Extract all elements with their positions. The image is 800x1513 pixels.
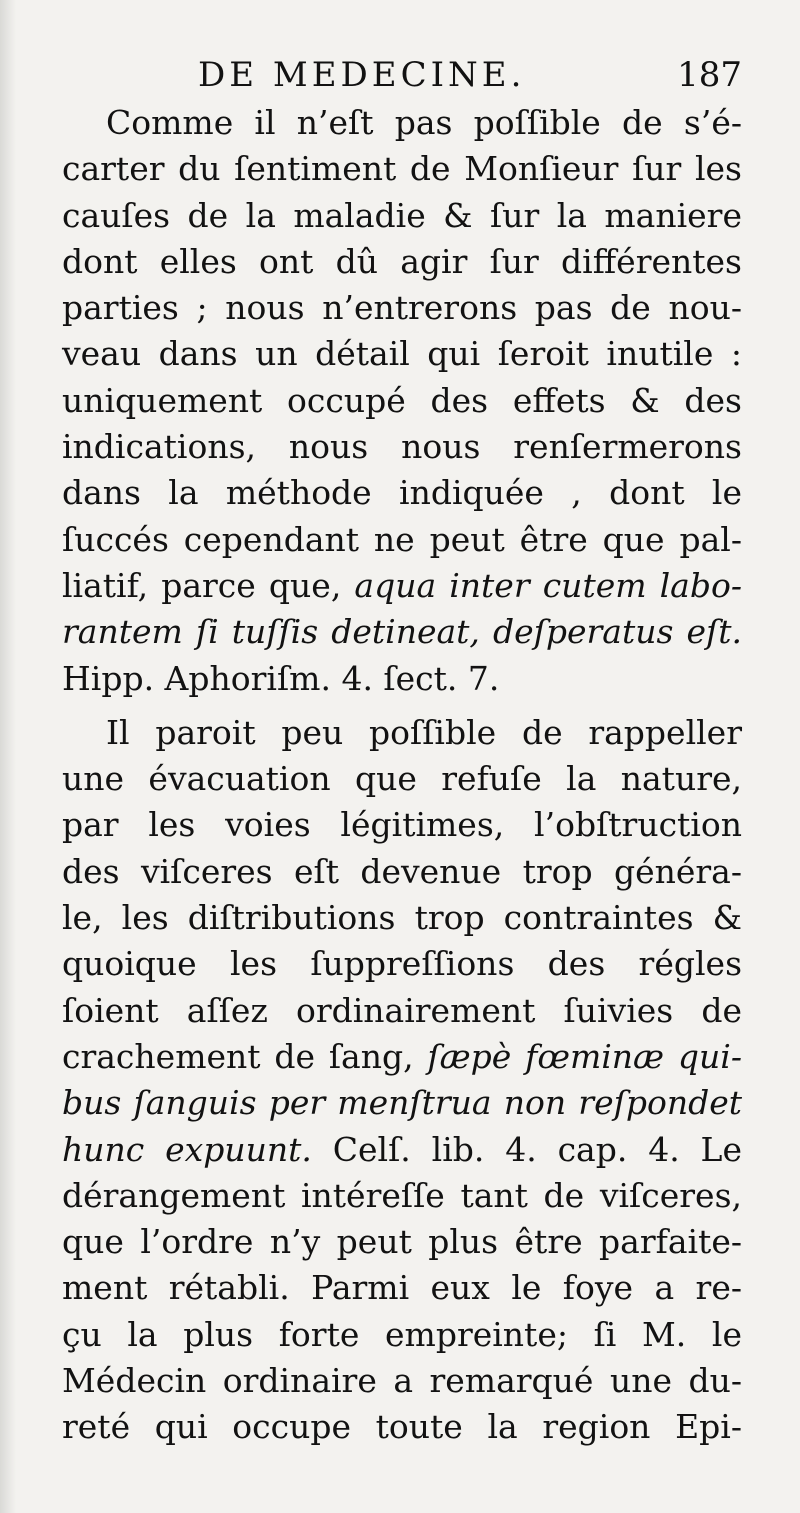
text-line: ſoient aſſez ordinairement ſuivies de: [62, 990, 742, 1030]
text-line: ment rétabli. Parmi eux le foye a re-: [62, 1268, 742, 1308]
latin-quotation: rantem ſi tuſſis detineat, deſperatus eſt.: [62, 612, 742, 652]
body-text: [62, 100, 742, 1451]
text-line: dérangement intéreſſe tant de viſceres,: [62, 1175, 742, 1215]
text-line: Il paroit peu poſſible de rappeller: [106, 712, 742, 752]
text-line: parties ; nous n’entrerons pas de nou-: [62, 288, 742, 328]
text-line: veau dans un détail qui ſeroit inutile :: [62, 334, 742, 374]
text-line: [62, 563, 742, 609]
latin-quotation: hunc expuunt.: [62, 1129, 312, 1169]
text-line: dont elles ont dû agir ſur différentes: [62, 241, 742, 281]
running-head: DE MEDECINE.: [198, 55, 526, 95]
paragraph-gap: [62, 702, 742, 710]
paragraph-1: [62, 100, 742, 702]
citation-segment: Celſ. lib. 4. cap. 4. Le: [311, 1129, 742, 1169]
citation-line: Hipp. Aphoriſm. 4. ſect. 7.: [62, 658, 500, 698]
page-header: [0, 50, 800, 100]
text-line: reté qui occupe toute la region Epi-: [62, 1407, 742, 1447]
text-line: indications, nous nous renſermerons: [62, 427, 742, 467]
page-number: 187: [677, 55, 742, 95]
text-line: [62, 1034, 742, 1080]
text-segment: liatif, parce que,: [62, 565, 355, 605]
latin-quotation: bus ſanguis per menſtrua non reſpondet: [62, 1083, 742, 1123]
text-line: par les voies légitimes, l’obſtruction: [62, 805, 742, 845]
latin-quotation: ſæpè fœminæ qui-: [427, 1036, 742, 1076]
text-segment: crachement de ſang,: [62, 1036, 428, 1076]
text-line: [62, 1127, 742, 1173]
text-line: Médecin ordinaire a remarqué une du-: [62, 1361, 742, 1401]
text-line: uniquement occupé des effets & des: [62, 380, 742, 420]
text-line: çu la plus forte empreinte; ſi M. le: [62, 1314, 742, 1354]
text-line: quoique les ſuppreſſions des régles: [62, 944, 742, 984]
latin-quotation: aqua inter cutem labo-: [354, 565, 742, 605]
text-line: ſuccés cependant ne peut être que pal-: [62, 519, 742, 559]
paragraph-2: [62, 710, 742, 1451]
text-line: que l’ordre n’y peut plus être parfaite-: [62, 1222, 742, 1262]
page-edge-shadow: [0, 0, 16, 1513]
text-line: des viſceres eſt devenue trop généra-: [62, 851, 742, 891]
text-line: le, les diſtributions trop contraintes &: [62, 898, 742, 938]
text-line: Comme il n’eſt pas poſſible de s’é-: [106, 103, 742, 142]
text-line: cauſes de la maladie & ſur la maniere: [62, 195, 742, 235]
text-line: dans la méthode indiquée , dont le: [62, 473, 742, 513]
text-line: carter du ſentiment de Monſieur ſur les: [62, 149, 742, 189]
text-line: une évacuation que refuſe la nature,: [62, 759, 742, 799]
